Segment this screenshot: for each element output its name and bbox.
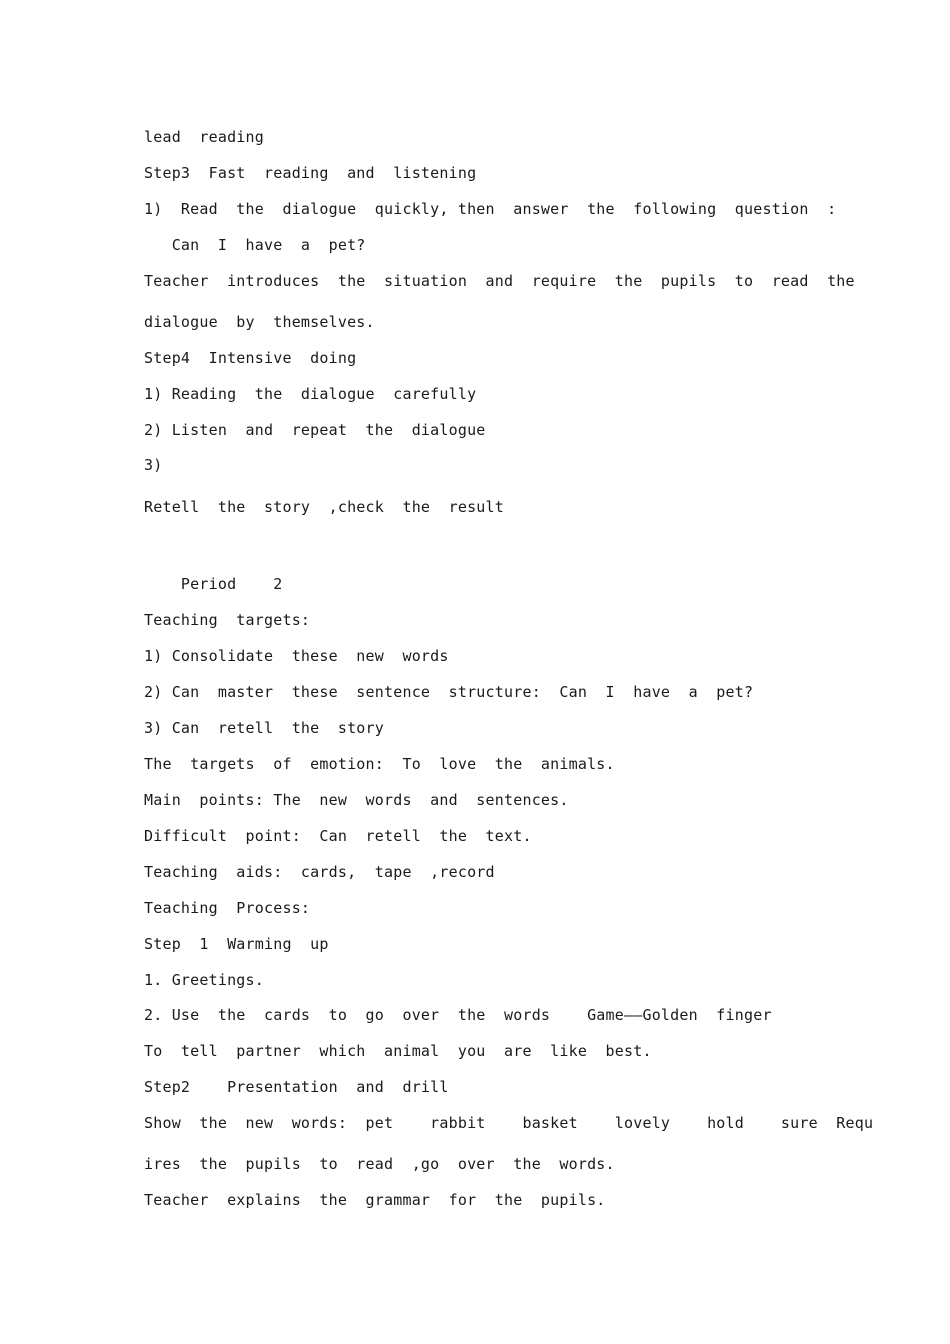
target-item-2: 2) Can master these sentence structure: Can I have a pet? bbox=[144, 683, 754, 701]
step4-item-2: 2) Listen and repeat the dialogue bbox=[144, 421, 486, 439]
teaching-aids-line: Teaching aids: cards, tape ,record bbox=[144, 863, 495, 881]
step3-item-1: 1) Read the dialogue quickly, then answer the following question : bbox=[144, 200, 837, 218]
text-line-lead-reading: lead reading bbox=[144, 128, 264, 146]
step2-heading: Step2 Presentation and drill bbox=[144, 1078, 449, 1096]
target-item-1: 1) Consolidate these new words bbox=[144, 647, 449, 665]
step4-item-3: 3) bbox=[144, 456, 163, 474]
step1-heading: Step 1 Warming up bbox=[144, 935, 329, 953]
teacher-explains-line: Teacher explains the grammar for the pupils. bbox=[144, 1191, 606, 1209]
target-item-3: 3) Can retell the story bbox=[144, 719, 384, 737]
main-points-line: Main points: The new words and sentences. bbox=[144, 791, 569, 809]
difficult-point-line: Difficult point: Can retell the text. bbox=[144, 827, 532, 845]
step4-item-1: 1) Reading the dialogue carefully bbox=[144, 385, 477, 403]
teacher-introduces-line-cont: dialogue by themselves. bbox=[144, 313, 375, 331]
retell-line: Retell the story ,check the result bbox=[144, 498, 504, 516]
step3-heading: Step3 Fast reading and listening bbox=[144, 164, 477, 182]
tell-partner-line: To tell partner which animal you are like best. bbox=[144, 1042, 652, 1060]
show-new-words-line-cont: ires the pupils to read ,go over the words. bbox=[144, 1155, 615, 1173]
show-new-words-line: Show the new words: pet rabbit basket lovely hold sure Requ bbox=[144, 1114, 874, 1132]
step1-item-1: 1. Greetings. bbox=[144, 971, 264, 989]
period-heading: Period 2 bbox=[144, 575, 283, 593]
teaching-process-heading: Teaching Process: bbox=[144, 899, 311, 917]
step4-heading: Step4 Intensive doing bbox=[144, 349, 357, 367]
step1-item-2: 2. Use the cards to go over the words Game——Golden finger bbox=[144, 1006, 772, 1024]
teaching-targets-heading: Teaching targets: bbox=[144, 611, 311, 629]
emotion-target-line: The targets of emotion: To love the animals. bbox=[144, 755, 615, 773]
teacher-introduces-line: Teacher introduces the situation and require the pupils to read the bbox=[144, 272, 855, 290]
question-text: Can I have a pet? bbox=[144, 236, 366, 254]
